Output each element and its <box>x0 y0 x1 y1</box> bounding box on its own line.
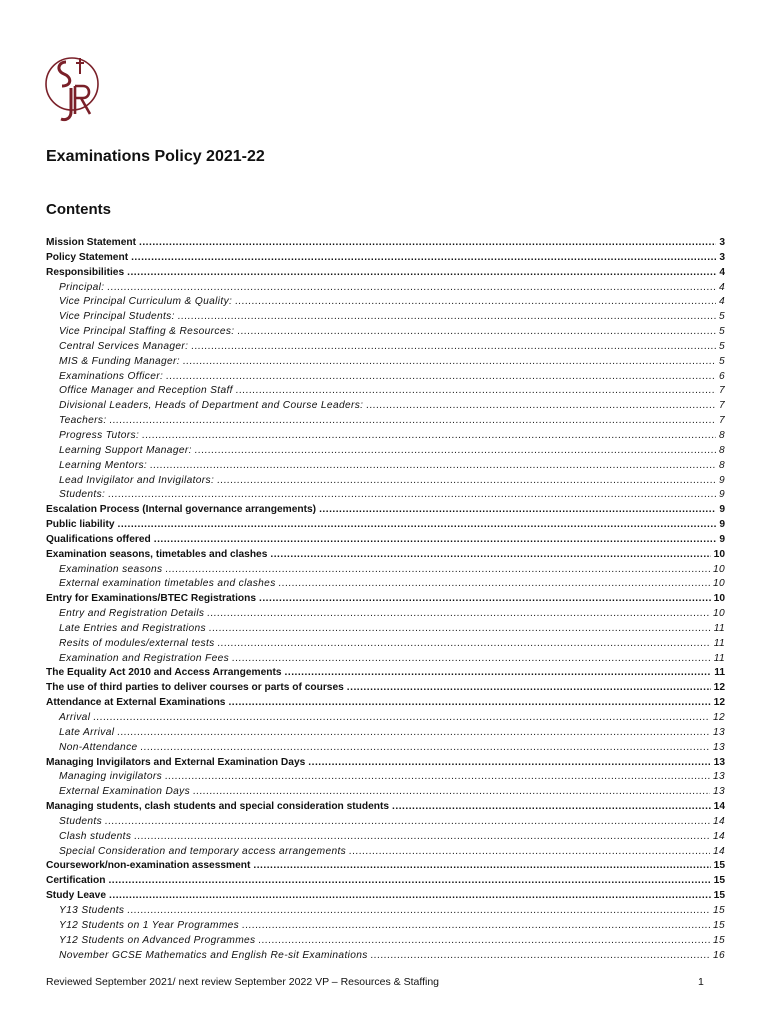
toc-entry-label: Divisional Leaders, Heads of Department and Course Leaders: <box>59 400 364 412</box>
toc-dot-leader <box>349 845 710 860</box>
toc-dot-leader <box>139 236 716 251</box>
toc-entry-page: 13 <box>713 756 725 768</box>
toc-dot-leader <box>110 414 716 429</box>
toc-dot-leader <box>131 251 716 266</box>
toc-entry-label: External examination timetables and clashes <box>59 578 276 590</box>
toc-entry-page: 9 <box>718 489 725 501</box>
toc-dot-leader <box>165 770 710 785</box>
toc-entry[interactable] <box>46 741 725 756</box>
toc-entry-label: The use of third parties to deliver courses or parts of courses <box>46 682 344 694</box>
toc-entry[interactable] <box>46 904 725 919</box>
toc-entry-page: 3 <box>719 251 725 263</box>
toc-entry[interactable] <box>46 934 725 949</box>
toc-dot-leader <box>235 295 716 310</box>
toc-entry[interactable] <box>46 236 725 251</box>
toc-entry-label: Learning Support Manager: <box>59 444 192 456</box>
toc-dot-leader <box>366 399 716 414</box>
toc-dot-leader <box>228 696 710 711</box>
toc-entry-label: Entry and Registration Details <box>59 608 205 620</box>
toc-dot-leader <box>166 563 710 578</box>
toc-entry[interactable] <box>46 756 725 771</box>
toc-dot-leader <box>217 474 716 489</box>
toc-entry-label: Entry for Examinations/BTEC Registrations <box>46 593 257 605</box>
toc-entry[interactable] <box>46 726 725 741</box>
toc-dot-leader <box>218 637 711 652</box>
toc-entry[interactable] <box>46 622 725 637</box>
toc-entry[interactable] <box>46 325 725 340</box>
toc-entry-label: Qualifications offered <box>46 533 151 545</box>
toc-entry-page: 11 <box>713 652 725 664</box>
toc-entry-page: 4 <box>719 266 725 278</box>
toc-entry-page: 13 <box>712 786 725 798</box>
toc-entry-page: 11 <box>714 667 725 679</box>
toc-dot-leader <box>108 874 710 889</box>
toc-entry-page: 11 <box>713 622 725 634</box>
toc-entry[interactable] <box>46 711 725 726</box>
toc-dot-leader <box>117 726 710 741</box>
toc-entry[interactable] <box>46 459 725 474</box>
toc-dot-leader <box>279 577 710 592</box>
toc-entry[interactable] <box>46 251 725 266</box>
toc-entry-label: Clash students <box>59 830 132 842</box>
toc-entry-page: 5 <box>718 340 725 352</box>
toc-entry-label: Resits of modules/external tests <box>59 637 215 649</box>
footer-page-number: 1 <box>698 976 704 988</box>
toc-entry-page: 15 <box>713 860 725 872</box>
toc-entry-label: Y12 Students on Advanced Programmes <box>59 934 256 946</box>
toc-entry-label: Lead Invigilator and Invigilators: <box>59 474 215 486</box>
toc-entry-label: Non-Attendance <box>59 741 138 753</box>
toc-dot-leader <box>134 830 710 845</box>
toc-entry[interactable] <box>46 800 725 815</box>
toc-entry[interactable] <box>46 652 725 667</box>
toc-entry-label: Examinations Officer: <box>59 370 164 382</box>
toc-entry[interactable] <box>46 295 725 310</box>
footer-review-note: Reviewed September 2021/ next review September 2022 VP – Resources & Staffing <box>46 976 440 988</box>
toc-entry-page: 15 <box>713 890 725 902</box>
toc-dot-leader <box>236 384 716 399</box>
toc-entry-label: Students <box>59 815 103 827</box>
toc-dot-leader <box>209 622 711 637</box>
toc-entry-page: 12 <box>713 697 725 709</box>
toc-dot-leader <box>107 281 716 296</box>
toc-entry[interactable] <box>46 266 725 281</box>
toc-dot-leader <box>109 889 711 904</box>
toc-dot-leader <box>142 429 716 444</box>
toc-entry-label: Escalation Process (Internal governance arrangements) <box>46 504 317 516</box>
toc-entry-label: Managing invigilators <box>59 771 163 783</box>
toc-entry-page: 4 <box>718 281 725 293</box>
toc-dot-leader <box>319 503 716 518</box>
toc-entry-page: 5 <box>718 355 725 367</box>
toc-entry-page: 10 <box>713 548 725 560</box>
toc-entry-label: Special Consideration and temporary access arrangements <box>59 845 347 857</box>
toc-entry[interactable] <box>46 384 725 399</box>
toc-entry-label: Vice Principal Curriculum & Quality: <box>59 296 233 308</box>
toc-entry-page: 11 <box>713 637 725 649</box>
toc-dot-leader <box>108 488 716 503</box>
toc-entry[interactable] <box>46 592 725 607</box>
toc-entry-page: 10 <box>712 563 725 575</box>
toc-entry[interactable] <box>46 815 725 830</box>
toc-entry-page: 13 <box>712 726 725 738</box>
toc-dot-leader <box>141 741 710 756</box>
toc-entry[interactable] <box>46 696 725 711</box>
toc-entry[interactable] <box>46 503 725 518</box>
toc-entry-label: Certification <box>46 875 106 887</box>
toc-entry-page: 8 <box>718 459 725 471</box>
toc-entry-label: Arrival <box>59 712 91 723</box>
toc-entry[interactable] <box>46 488 725 503</box>
toc-entry[interactable] <box>46 949 725 964</box>
toc-entry-page: 4 <box>718 296 725 308</box>
toc-entry-page: 9 <box>719 519 725 531</box>
toc-entry[interactable] <box>46 577 725 592</box>
toc-dot-leader <box>259 592 711 607</box>
toc-entry-label: Mission Statement <box>46 237 137 248</box>
toc-entry-page: 5 <box>718 326 725 338</box>
toc-entry[interactable] <box>46 414 725 429</box>
sjr-logo <box>44 48 106 128</box>
toc-dot-leader <box>238 325 716 340</box>
toc-entry-label: Attendance at External Examinations <box>46 697 226 709</box>
toc-entry[interactable] <box>46 399 725 414</box>
toc-entry-page: 13 <box>712 741 725 753</box>
toc-dot-leader <box>118 518 717 533</box>
toc-entry-page: 10 <box>712 608 725 620</box>
toc-entry[interactable] <box>46 785 725 800</box>
toc-dot-leader <box>193 785 710 800</box>
toc-entry[interactable] <box>46 370 725 385</box>
toc-entry-page: 8 <box>718 444 725 456</box>
toc-entry[interactable] <box>46 845 725 860</box>
toc-entry-label: Examination seasons, timetables and clashes <box>46 548 268 560</box>
toc-entry-label: Public liability <box>46 519 115 531</box>
contents-heading: Contents <box>46 201 111 218</box>
toc-dot-leader <box>259 934 710 949</box>
toc-entry[interactable] <box>46 607 725 622</box>
toc-entry-label: Examination seasons <box>59 563 163 575</box>
toc-entry-page: 14 <box>712 845 725 857</box>
toc-entry[interactable] <box>46 859 725 874</box>
toc-entry-label: Vice Principal Students: <box>59 311 175 323</box>
toc-entry-page: 3 <box>719 237 725 248</box>
toc-entry[interactable] <box>46 444 725 459</box>
toc-entry-page: 10 <box>713 593 725 605</box>
toc-entry-label: Vice Principal Staffing & Resources: <box>59 326 235 338</box>
toc-entry[interactable] <box>46 518 725 533</box>
toc-entry-page: 6 <box>718 370 725 382</box>
toc-entry-page: 12 <box>712 712 725 723</box>
toc-entry-label: Principal: <box>59 281 105 293</box>
toc-entry-page: 9 <box>718 474 725 486</box>
toc-dot-leader <box>93 711 710 726</box>
toc-entry-label: Managing students, clash students and special consideration students <box>46 801 390 813</box>
toc-entry[interactable] <box>46 340 725 355</box>
toc-dot-leader <box>191 340 716 355</box>
toc-entry-label: Teachers: <box>59 415 107 427</box>
toc-entry-label: November GCSE Mathematics and English Re-sit Examinations <box>59 949 368 961</box>
toc-entry-label: Progress Tutors: <box>59 429 140 441</box>
toc-entry-page: 9 <box>719 533 725 545</box>
toc-dot-leader <box>105 815 710 830</box>
toc-dot-leader <box>127 266 716 281</box>
toc-entry-label: Responsibilities <box>46 266 125 278</box>
toc-dot-leader <box>308 756 710 771</box>
toc-entry[interactable] <box>46 830 725 845</box>
toc-entry-label: MIS & Funding Manager: <box>59 355 180 367</box>
toc-entry-label: Office Manager and Reception Staff <box>59 385 233 397</box>
toc-entry-label: Managing Invigilators and External Examination Days <box>46 756 306 768</box>
toc-entry-label: External Examination Days <box>59 786 191 798</box>
toc-entry-label: Y12 Students on 1 Year Programmes <box>59 919 240 931</box>
toc-entry[interactable] <box>46 666 725 681</box>
toc-entry-label: The Equality Act 2010 and Access Arrangements <box>46 667 282 679</box>
toc-entry-page: 5 <box>718 311 725 323</box>
toc-dot-leader <box>150 459 716 474</box>
toc-entry-page: 7 <box>718 385 725 397</box>
toc-entry-label: Late Arrival <box>59 726 115 738</box>
toc-entry-label: Learning Mentors: <box>59 459 148 471</box>
toc-entry-label: Y13 Students <box>59 904 125 916</box>
toc-entry-page: 14 <box>713 801 725 813</box>
toc-entry[interactable] <box>46 281 725 296</box>
toc-entry-page: 7 <box>718 415 725 427</box>
toc-dot-leader <box>232 652 711 667</box>
toc-entry[interactable] <box>46 681 725 696</box>
toc-dot-leader <box>207 607 710 622</box>
toc-entry-page: 7 <box>718 400 725 412</box>
toc-entry-label: Late Entries and Registrations <box>59 622 206 634</box>
toc-entry-page: 15 <box>712 919 725 931</box>
toc-entry-page: 15 <box>712 904 725 916</box>
toc-entry-label: Study Leave <box>46 890 107 902</box>
toc-entry-page: 15 <box>713 875 725 887</box>
toc-dot-leader <box>285 666 712 681</box>
toc-entry[interactable] <box>46 474 725 489</box>
toc-dot-leader <box>242 919 710 934</box>
toc-dot-leader <box>183 355 716 370</box>
toc-entry[interactable] <box>46 533 725 548</box>
toc-entry-page: 14 <box>712 830 725 842</box>
toc-entry[interactable] <box>46 563 725 578</box>
toc-entry[interactable] <box>46 355 725 370</box>
toc-dot-leader <box>166 370 716 385</box>
toc-entry-label: Coursework/non-examination assessment <box>46 860 251 872</box>
toc-entry-page: 12 <box>713 682 725 694</box>
toc-entry[interactable] <box>46 919 725 934</box>
toc-entry-page: 9 <box>719 504 725 516</box>
toc-entry[interactable] <box>46 637 725 652</box>
toc-entry[interactable] <box>46 770 725 785</box>
toc-dot-leader <box>270 548 710 563</box>
toc-entry[interactable] <box>46 548 725 563</box>
toc-dot-leader <box>127 904 710 919</box>
toc-entry-page: 16 <box>712 949 725 961</box>
document-title: Examinations Policy 2021-22 <box>46 148 265 165</box>
toc-dot-leader <box>371 949 710 964</box>
toc-entry[interactable] <box>46 889 725 904</box>
toc-dot-leader <box>178 310 716 325</box>
toc-dot-leader <box>253 859 710 874</box>
toc-entry-page: 14 <box>712 815 725 827</box>
toc-entry[interactable] <box>46 874 725 889</box>
toc-entry-page: 8 <box>718 429 725 441</box>
toc-entry-page: 15 <box>712 934 725 946</box>
toc-entry-page: 13 <box>712 771 725 783</box>
toc-entry-label: Central Services Manager: <box>59 340 189 352</box>
toc-dot-leader <box>154 533 717 548</box>
toc-entry[interactable] <box>46 429 725 444</box>
toc-entry-label: Examination and Registration Fees <box>59 652 230 664</box>
toc-dot-leader <box>392 800 711 815</box>
toc-entry-page: 10 <box>712 578 725 590</box>
table-of-contents <box>46 236 725 963</box>
toc-entry-label: Students: <box>59 489 106 501</box>
toc-dot-leader <box>347 681 711 696</box>
toc-entry-label: Policy Statement <box>46 251 129 263</box>
toc-entry[interactable] <box>46 310 725 325</box>
toc-dot-leader <box>195 444 716 459</box>
